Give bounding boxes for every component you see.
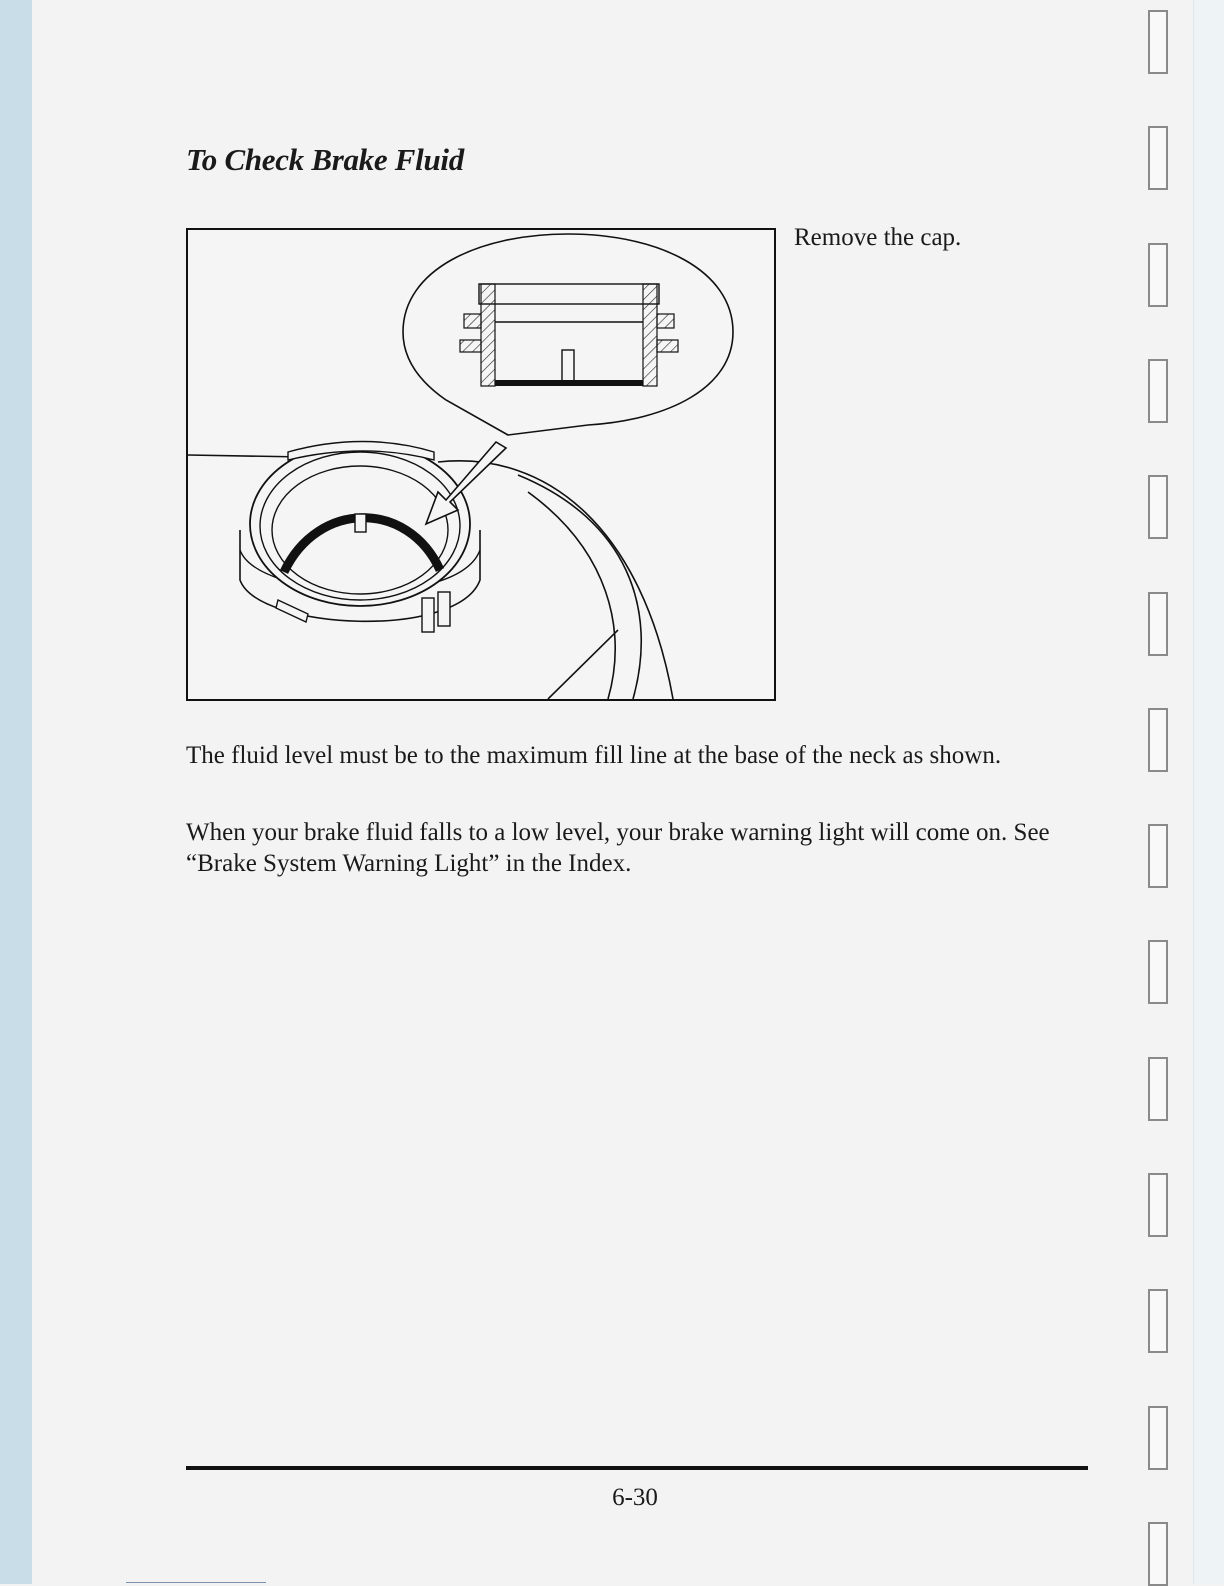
index-tab — [1148, 1289, 1168, 1353]
figure-caption: Remove the cap. — [794, 224, 962, 251]
brake-fluid-reservoir-illustration — [186, 228, 776, 701]
footer-rule — [186, 1466, 1088, 1470]
magnified-detail-bubble — [403, 234, 733, 435]
index-tab — [1148, 1522, 1168, 1586]
index-tabs — [1148, 0, 1174, 1584]
reservoir-neck — [240, 442, 480, 633]
index-tab — [1148, 243, 1168, 307]
left-page-margin — [0, 0, 32, 1584]
right-page-margin — [1193, 0, 1224, 1584]
index-tab — [1148, 1173, 1168, 1237]
index-tab — [1148, 126, 1168, 190]
index-tab — [1148, 1406, 1168, 1470]
index-tab — [1148, 592, 1168, 656]
index-tab — [1148, 10, 1168, 74]
section-heading: To Check Brake Fluid — [186, 142, 464, 177]
index-tab — [1148, 475, 1168, 539]
index-tab — [1148, 824, 1168, 888]
warning-light-paragraph: When your brake fluid falls to a low level, your brake warning light will come on. See “Brake System Warning Light” in the Index. — [186, 819, 1050, 877]
fluid-level-paragraph: The fluid level must be to the maximum fill line at the base of the neck as shown. — [186, 742, 1002, 769]
index-tab — [1148, 940, 1168, 1004]
index-tab — [1148, 1057, 1168, 1121]
index-tab — [1148, 708, 1168, 772]
bottom-edge-line — [126, 1582, 266, 1583]
index-tab — [1148, 359, 1168, 423]
page-number: 6-30 — [612, 1484, 658, 1511]
